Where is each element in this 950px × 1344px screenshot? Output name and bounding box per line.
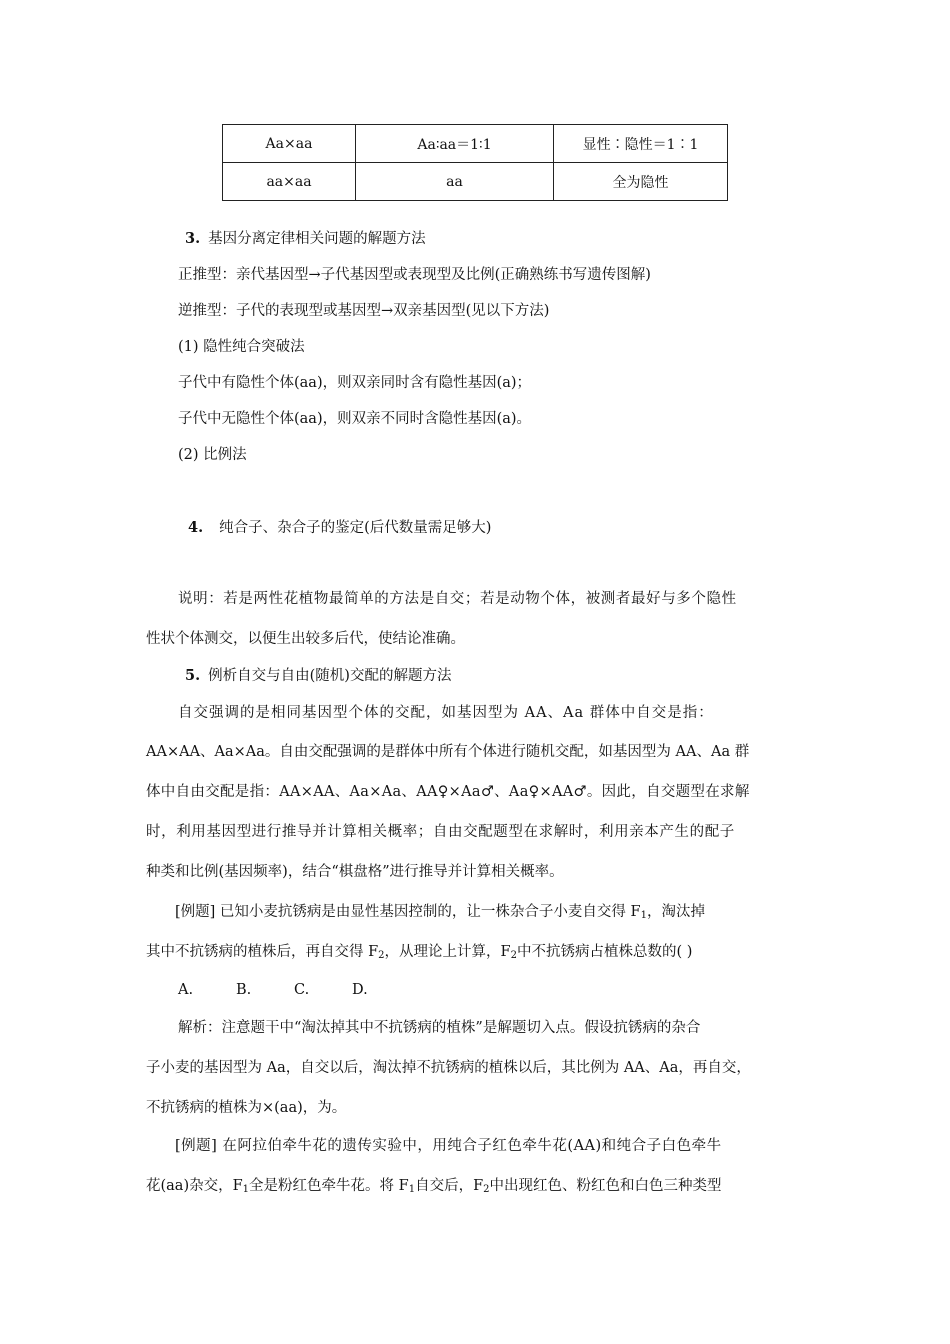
table-row [223, 125, 728, 163]
section-5-heading [185, 666, 451, 686]
method-1-line-a: 子代中有隐性个体(aa)，则双亲同时含有隐性基因(a)； [178, 375, 532, 391]
solution-line-1: 解析：注意题干中“淘汰掉其中不抗锈病的植株”是解题切入点。假设抗锈病的杂合 [178, 1020, 701, 1036]
example-2-line-2: 花(aa)杂交，$F_1$全是粉红色牵牛花。将 $F_1$自交后，$F_2$中出现红色、粉红色和白色三种类型 [146, 1178, 722, 1195]
section-title: 纯合子、杂合子的鉴定(后代数量需足够大) [219, 520, 492, 536]
paragraph-line: AA×AA、Aa×Aa。自由交配强调的是群体中所有个体进行随机交配，如基因型为 AA、Aa 群 [146, 744, 750, 760]
table-cell: 显性∶隐性＝1∶1 [554, 125, 728, 163]
section-number: 4. [188, 519, 204, 536]
paragraph-line: 时，利用基因型进行推导并计算相关概率；自由交配题型在求解时，利用亲本产生的配子 [146, 824, 735, 840]
table-cell: 全为隐性 [554, 163, 728, 201]
paragraph-line: 自交强调的是相同基因型个体的交配，如基因型为 AA、Aa 群体中自交是指： [178, 705, 714, 721]
paragraph-reverse: 逆推型：子代的表现型或基因型→双亲基因型(见以下方法) [178, 303, 550, 319]
solution-line-3: 不抗锈病的植株为×(aa)，为。 [146, 1100, 347, 1116]
method-1-heading: (1) 隐性纯合突破法 [178, 339, 305, 355]
note-line-1: 说明：若是两性花植物最简单的方法是自交；若是动物个体，被测者最好与多个隐性 [178, 591, 737, 607]
answer-options [178, 980, 368, 1000]
option-a: A. [178, 982, 194, 998]
example-1-line-2: 其中不抗锈病的植株后，再自交得 $F_2$，从理论上计算，$F_2$中不抗锈病占植株总数的( ) [146, 944, 693, 961]
section-3-heading [185, 229, 426, 249]
option-b: B. [236, 982, 252, 998]
example-2-line-1: [例题] 在阿拉伯牵牛花的遗传实验中，用纯合子红色牵牛花(AA)和纯合子白色牵牛 [175, 1138, 722, 1154]
section-title: 例析自交与自由(随机)交配的解题方法 [208, 668, 452, 684]
section-title: 基因分离定律相关问题的解题方法 [208, 231, 426, 247]
paragraph-forward: 正推型：亲代基因型→子代基因型或表现型及比例(正确熟练书写遗传图解) [178, 267, 651, 283]
method-2-heading: (2) 比例法 [178, 447, 247, 463]
table-cell: Aa×aa [223, 125, 356, 163]
section-number: 3. [185, 230, 201, 247]
option-c: C. [294, 982, 310, 998]
table-cell: aa×aa [223, 163, 356, 201]
example-1-line-1: [例题] 已知小麦抗锈病是由显性基因控制的，让一株杂合子小麦自交得 $F_1$，淘汰掉 [175, 904, 705, 921]
table-cell: Aa∶aa＝1∶1 [356, 125, 554, 163]
option-d: D. [352, 982, 368, 998]
method-1-line-b: 子代中无隐性个体(aa)，则双亲不同时含隐性基因(a)。 [178, 411, 532, 427]
paragraph-line: 体中自由交配是指：AA×AA、Aa×Aa、AA♀×Aa♂、Aa♀×AA♂。因此，自交题型在求解 [146, 784, 750, 800]
table-row [223, 163, 728, 201]
note-line-2: 性状个体测交，以便生出较多后代，使结论准确。 [146, 631, 465, 647]
paragraph-line: 种类和比例(基因频率)，结合“棋盘格”进行推导并计算相关概率。 [146, 864, 564, 880]
table-cell: aa [356, 163, 554, 201]
solution-line-2: 子小麦的基因型为 Aa，自交以后，淘汰掉不抗锈病的植株以后，其比例为 AA、Aa，再自交， [146, 1060, 751, 1076]
genotype-table [222, 124, 728, 201]
section-number: 5. [185, 667, 201, 684]
section-4-heading [188, 518, 491, 538]
